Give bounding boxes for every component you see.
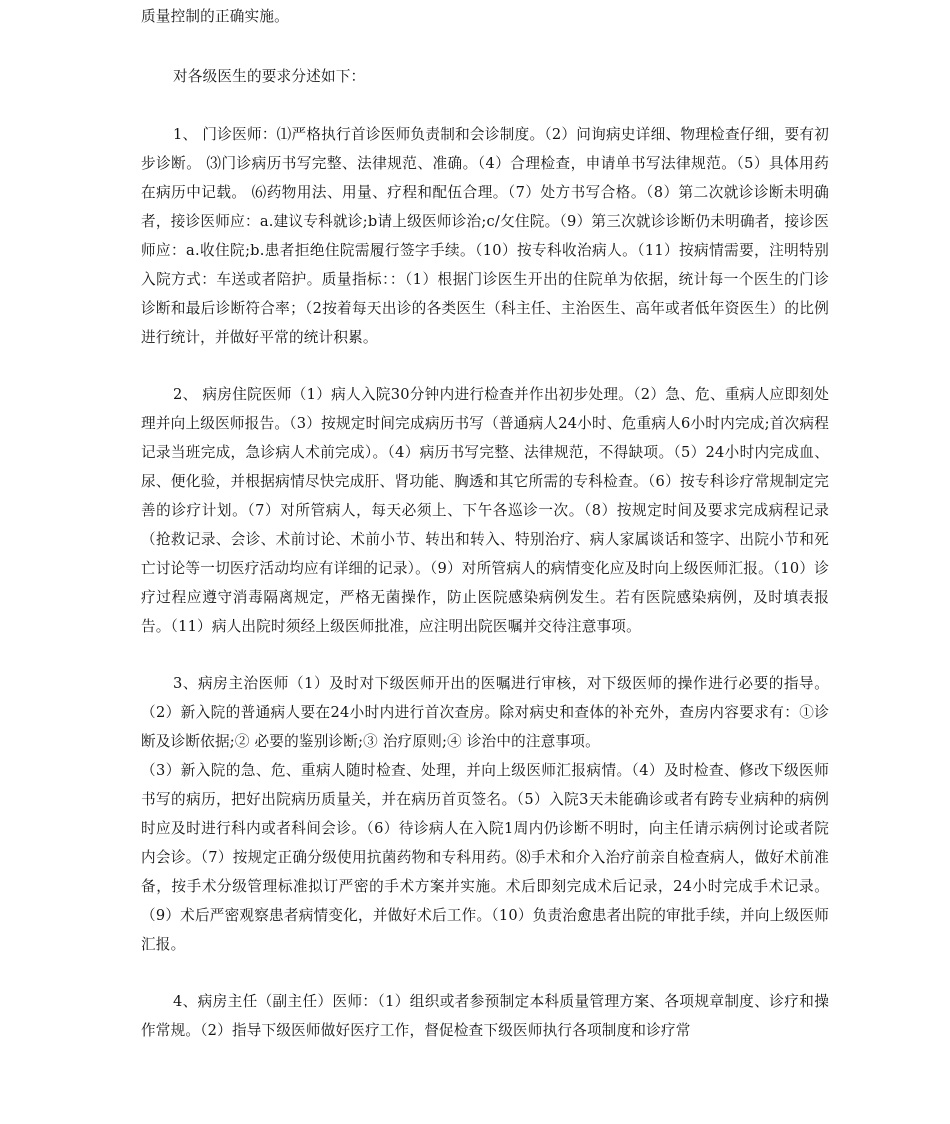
section-ward-resident-physician: 2、 病房住院医师（1）病人入院30分钟内进行检查并作出初步处理。（2）急、危、重病人应即刻处理并向上级医师报告。（3）按规定时间完成病历书写（普通病人24小时、危重病人6小时内完成;首次病程记录当班完成，急诊病人术前完成）。（4）病历书写完整、法律规范，不得缺项。（5）24小时内完成血、尿、便化验，并根据病情尽快完成肝、肾功能、胸透和其它所需的专科检查。（6）按专科诊疗常规制定完善的诊疗计划。（7）对所管病人，每天必须上、下午各巡诊一次。（8）按规定时间及要求完成病程记录（抢救记录、会诊、术前讨论、术前小节、转出和转入、特别治疗、病人家属谈话和签字、出院小节和死亡讨论等一切医疗活动均应有详细的记录）。（9）对所管病人的病情变化应及时向上级医师汇报。（10）诊疗过程应遵守消毒隔离规定，严格无菌操作，防止医院感染病例发生。若有医院感染病例，及时填表报告。（11）病人出院时须经上级医师批准，应注明出院医嘱并交待注意事项。 bbox=[141, 386, 829, 635]
section-ward-director-physician: 4、病房主任（副主任）医师：（1）组织或者参预制定本科质量管理方案、各项规章制度、诊疗和操作常规。（2）指导下级医师做好医疗工作，督促检查下级医师执行各项制度和诊疗常 bbox=[141, 993, 829, 1039]
lead-line: 质量控制的正确实施。 bbox=[141, 8, 289, 25]
section-ward-attending-physician bbox=[141, 669, 829, 959]
section-outpatient-physician: 1、 门诊医师：⑴严格执行首诊医师负责制和会诊制度。（2）问询病史详细、物理检查仔细，要有初步诊断。 ⑶门诊病历书写完整、法律规范、准确。（4）合理检查，申请单书写法律规范。（5）具体用药在病历中记载。 ⑹药物用法、用量、疗程和配伍合理。（7）处方书写合格。（8）第二次就诊诊断未明确者，接诊医师应：a.建议专科就诊;b请上级医师诊治;c/攵住院。（9）第三次就诊诊断仍未明确者，接诊医师应：a.收住院;b.患者拒绝住院需履行签字手续。（10）按专科收治病人。（11）按病情需要，注明特别入院方式：车送或者陪护。质量指标：：（1）根据门诊医生开出的住院单为依据，统计每一个医生的门诊诊断和最后诊断符合率；（2按着每天出诊的各类医生（科主任、主治医生、高年或者低年资医生）的比例进行统计，并做好平常的统计积累。 bbox=[141, 126, 829, 346]
document-page bbox=[141, 0, 829, 1045]
intro-paragraph: 对各级医生的要求分述如下： bbox=[173, 68, 366, 85]
attending-paragraph-part-2: （3）新入院的急、危、重病人随时检查、处理，并向上级医师汇报病情。（4）及时检查、修改下级医师书写的病历，把好出院病历质量关，并在病历首页签名。（5）入院3天未能确诊或者有跨专业病种的病例时应及时进行科内或者科间会诊。（6）待诊病人在入院1周内仍诊断不明时，向主任请示病例讨论或者院内会诊。（7）按规定正确分级使用抗菌药物和专科用药。⑻手术和介入治疗前亲自检查病人，做好术前准备，按手术分级管理标准拟订严密的手术方案并实施。术后即刻完成术后记录，24小时完成手术记录。（9）术后严密观察患者病情变化，并做好术后工作。（10）负责治愈患者出院的审批手续，并向上级医师汇报。 bbox=[141, 762, 829, 953]
attending-paragraph-part-1: 3、病房主治医师（1）及时对下级医师开出的医嘱进行审核，对下级医师的操作进行必要的指导。（2）新入院的普通病人要在24小时内进行首次查房。除对病史和查体的补充外，查房内容要求有：①诊断及诊断依据;② 必要的鉴别诊断;③ 治疗原则;④ 诊治中的注意事项。 bbox=[141, 675, 829, 750]
